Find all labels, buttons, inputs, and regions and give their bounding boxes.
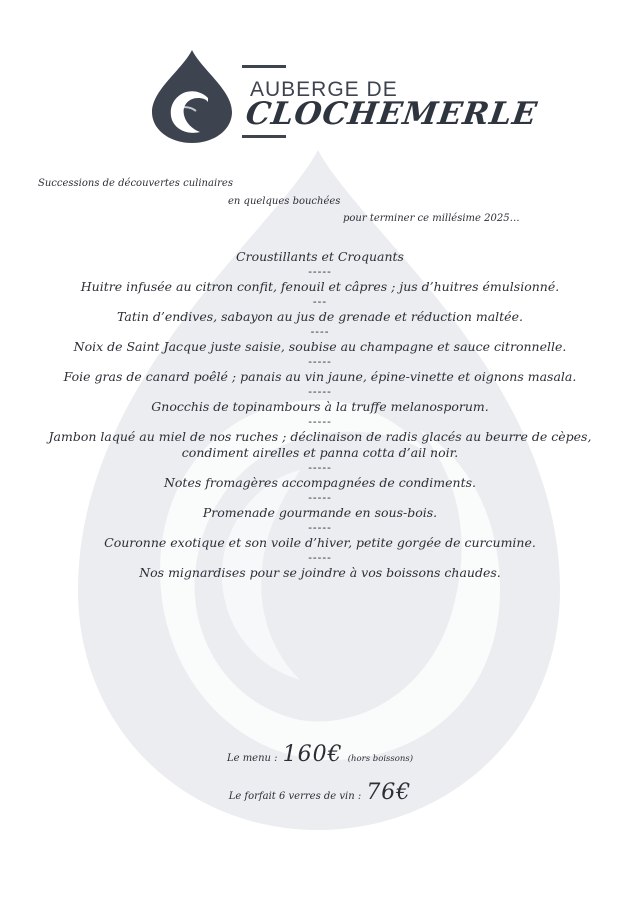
intro-line-2: en quelques bouchées xyxy=(228,196,341,207)
separator: ----- xyxy=(308,355,332,368)
menu-price-label: Le menu : xyxy=(226,753,278,764)
separator: ----- xyxy=(308,521,332,534)
menu-course-list xyxy=(30,249,610,581)
course-item: Noix de Saint Jacque juste saisie, soubise au champagne et sauce citronnelle. xyxy=(73,339,567,354)
course-item: Couronne exotique et son voile d’hiver, petite gorgée de curcumine. xyxy=(104,535,536,550)
separator: ----- xyxy=(308,265,332,278)
course-item: Foie gras de canard poêlé ; panais au vin jaune, épine-vinette et oignons masala. xyxy=(63,369,577,384)
course-item: Promenade gourmande en sous-bois. xyxy=(202,505,438,520)
wine-price-row xyxy=(0,780,640,805)
brand-logo xyxy=(150,48,540,148)
course-item: Jambon laqué au miel de nos ruches ; déclinaison de radis glacés au beurre de cèpes, xyxy=(48,429,592,444)
menu-title: Croustillants et Croquants xyxy=(236,249,404,264)
course-item: Gnocchis de topinambours à la truffe melanosporum. xyxy=(151,399,489,414)
separator: ----- xyxy=(308,461,332,474)
wine-price-label: Le forfait 6 verres de vin : xyxy=(228,791,362,802)
course-item: Nos mignardises pour se joindre à vos boissons chaudes. xyxy=(139,565,501,580)
intro-line-3: pour terminer ce millésime 2025… xyxy=(343,213,520,224)
logo-bottom-rule xyxy=(242,135,286,138)
brand-line2: CLOCHEMERLE xyxy=(243,96,540,132)
menu-price-value: 160€ xyxy=(282,742,343,767)
course-item: Tatin d’endives, sabayon au jus de grenade et réduction maltée. xyxy=(117,309,523,324)
intro-line-1: Successions de découvertes culinaires xyxy=(38,178,233,189)
separator: ----- xyxy=(308,551,332,564)
course-item: Huitre infusée au citron confit, fenouil et câpres ; jus d’huitres émulsionné. xyxy=(80,279,560,294)
drop-c-logo-icon xyxy=(150,48,234,144)
separator: ----- xyxy=(308,415,332,428)
course-item-continued: condiment airelles et panna cotta d’ail noir. xyxy=(181,445,459,460)
menu-price-note: (hors boissons) xyxy=(347,754,414,764)
logo-top-rule xyxy=(242,65,286,68)
brand-line1: AUBERGE DE xyxy=(250,78,398,101)
separator: ----- xyxy=(308,491,332,504)
separator: ---- xyxy=(310,325,330,338)
course-item: Notes fromagères accompagnées de condiments. xyxy=(163,475,477,490)
separator: ----- xyxy=(308,385,332,398)
wine-price-value: 76€ xyxy=(366,780,412,805)
separator: --- xyxy=(312,295,328,308)
menu-price-row xyxy=(0,742,640,767)
